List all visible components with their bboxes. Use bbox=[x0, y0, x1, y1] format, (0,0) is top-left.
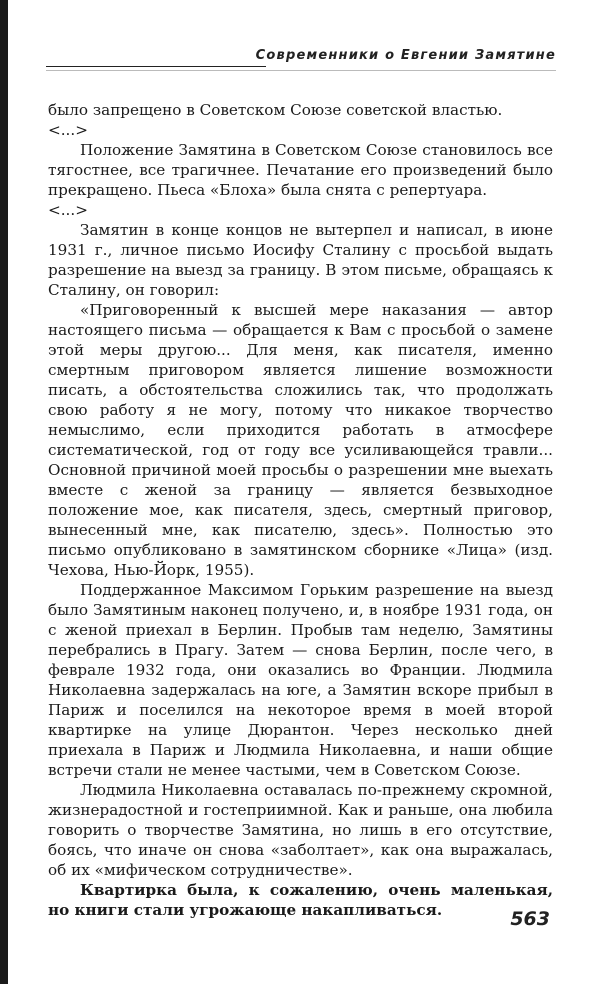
header-underline bbox=[46, 70, 556, 71]
page-number: 563 bbox=[510, 908, 550, 930]
paragraph: Квартирка была, к сожалению, очень маленькая, но книги стали угрожающе накапливаться. bbox=[48, 881, 553, 919]
running-head: Современники о Евгении Замятине bbox=[255, 48, 556, 63]
body-text bbox=[48, 100, 553, 920]
paragraph: было запрещено в Советском Союзе советской властью. bbox=[48, 101, 503, 119]
quoted-letter: «Приговоренный к высшей мере наказания — автор настоящего письма — обращается к Вам с просьбой о замене этой меры другою... Для меня, как писателя, именно смертным приговором является лишение возможности писать, а обстоятельства сложились так, что продолжать свою работу я не могу, потому что никакое творчество немыслимо, если приходится работать в атмосфере систематической, год от году все усиливающейся травли... Основной причиной моей просьбы о разрешении мне выехать вместе с женой за границу — является безвыходное положение мое, как писателя, здесь, смертный приговор, вынесенный мне, как писателю, здесь». Полностью это письмо опубликовано в замятинском сборнике «Лица» (изд. Чехова, Нью-Йорк, 1955). bbox=[48, 301, 553, 579]
page-edge bbox=[0, 0, 8, 984]
paragraph: Поддержанное Максимом Горьким разрешение на выезд было Замятиным наконец получено, и, в ноябре 1931 года, он с женой приехал в Берлин. Пробыв там неделю, Замятины перебрались в Прагу. Затем — снова Берлин, после чего, в феврале 1932 года, они оказались во Франции. Людмила Николаевна задержалась на юге, а Замятин вскоре прибыл в Париж и поселился на некоторое время в моей второй квартирке на улице Дюрантон. Через несколько дней приехала в Париж и Людмила Николаевна, и наши общие встречи стали не менее частыми, чем в Советском Союзе. bbox=[48, 581, 553, 779]
ellipsis-marker: <...> bbox=[48, 121, 88, 139]
paragraph: Положение Замятина в Советском Союзе становилось все тягостнее, все трагичнее. Печатание его произведений было прекращено. Пьеса «Блоха» была снята с репертуара. bbox=[48, 141, 553, 199]
paragraph: Замятин в конце концов не вытерпел и написал, в июне 1931 г., личное письмо Иосифу Сталину с просьбой выдать разрешение на выезд за границу. В этом письме, обращаясь к Сталину, он говорил: bbox=[48, 221, 553, 299]
paragraph: Людмила Николаевна оставалась по-прежнему скромной, жизнерадостной и гостеприимной. Как и раньше, она любила говорить о творчестве Замятина, но лишь в его отсутствие, боясь, что иначе он снова «заболтает», как она выражалась, об их «мифическом сотрудничестве». bbox=[48, 781, 553, 879]
page-header bbox=[46, 48, 556, 72]
header-rule bbox=[46, 66, 266, 67]
ellipsis-marker: <...> bbox=[48, 201, 88, 219]
